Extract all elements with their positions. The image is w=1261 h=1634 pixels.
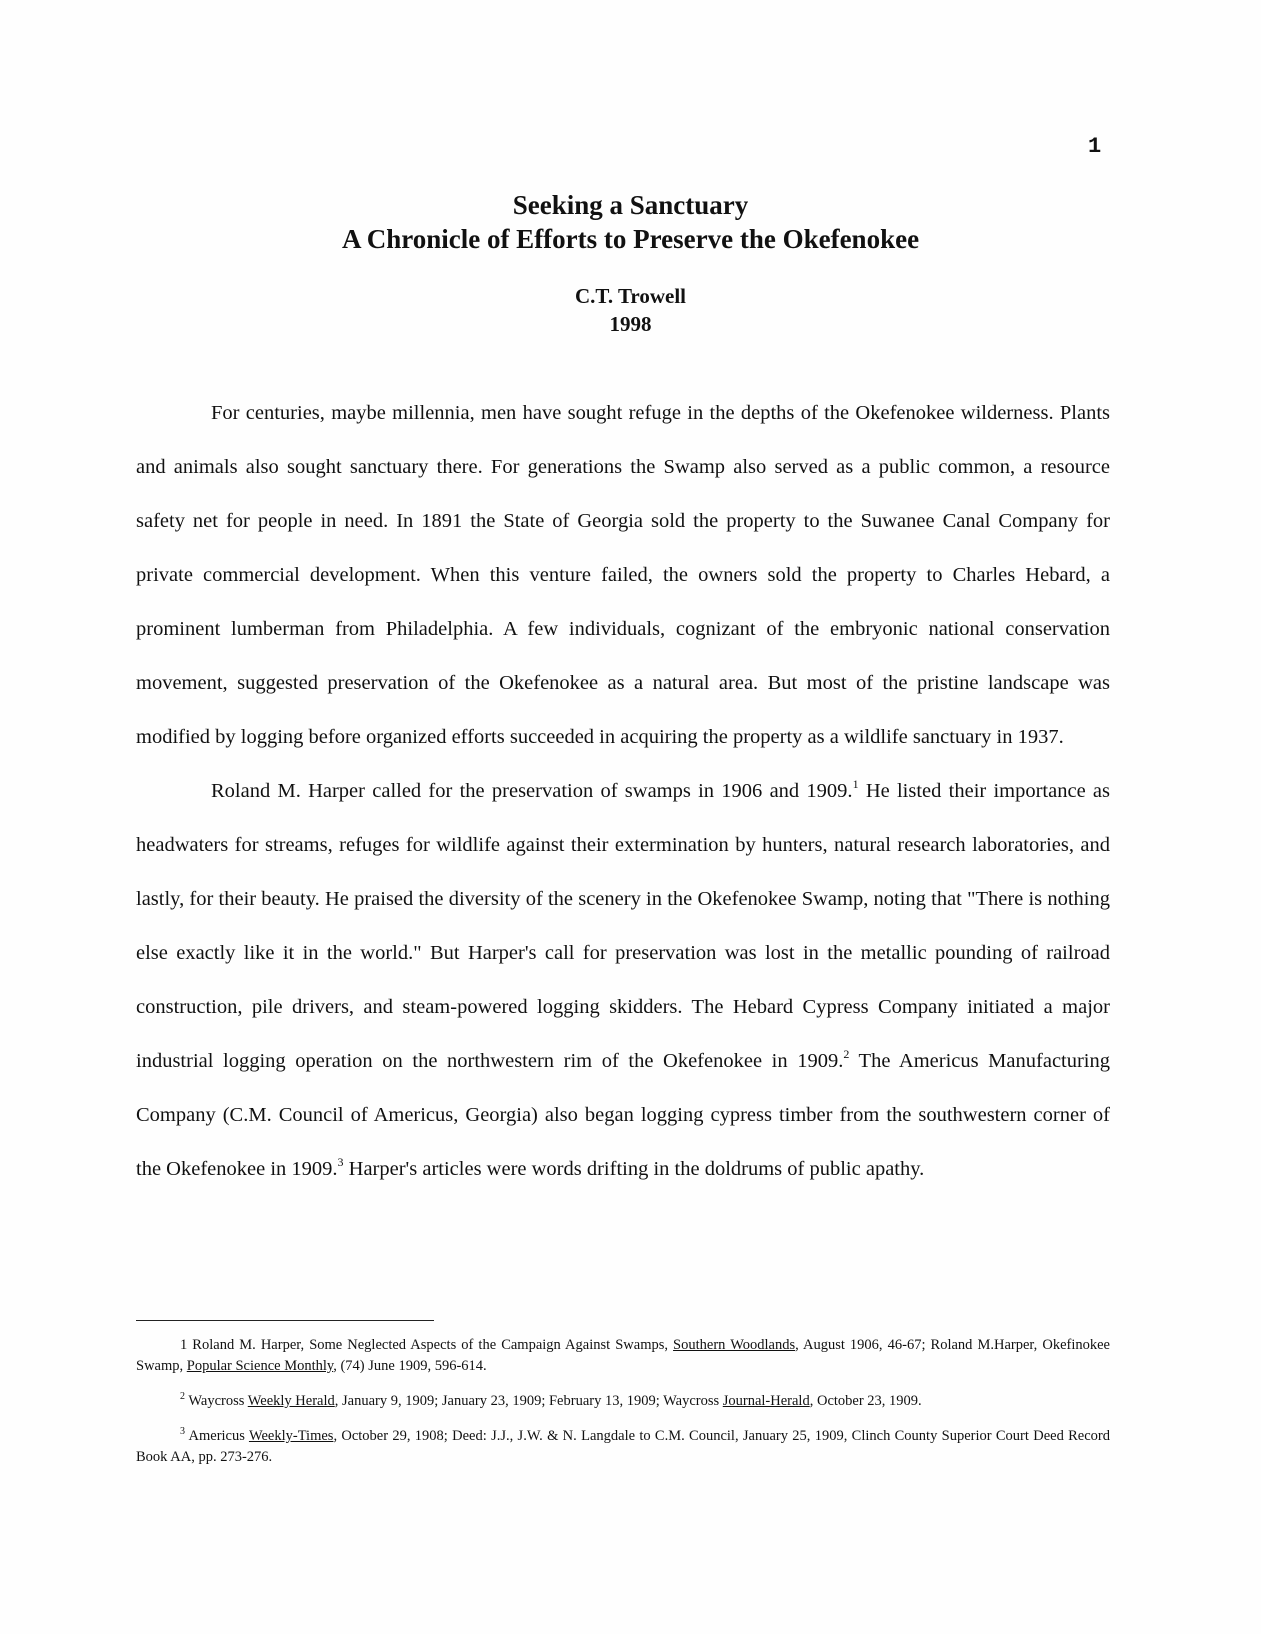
paragraph-1: For centuries, maybe millennia, men have sought refuge in the depths of the Okefenokee wilderness. Plants and animals also sought sanctuary there. For generations the Swamp also served as a public common, a resource safety net for people in need. In 1891 the State of Georgia sold the property to the Suwanee Canal Company for private commercial development. When this venture failed, the owners sold the property to Charles Hebard, a prominent lumberman from Philadelphia. A few individuals, cognizant of the embryonic national conservation movement, suggested preservation of the Okefenokee as a natural area. But most of the pristine landscape was modified by logging before organized efforts succeeded in acquiring the property as a wildlife sanctuary in 1937. [136, 402, 1110, 748]
footnote-1-text-a: Roland M. Harper, Some Neglected Aspects of the Campaign Against Swamps, [187, 1337, 674, 1353]
footnote-1 [136, 1335, 1110, 1377]
footnote-2-text-a: Waycross [185, 1393, 248, 1409]
footnote-ref-2: 2 [843, 1047, 850, 1061]
title-block [0, 188, 1261, 256]
footnote-1-source-southern-woodlands: Southern Woodlands [673, 1337, 796, 1353]
footnote-ref-1: 1 [852, 777, 859, 791]
footnote-3-text-b: , October 29, 1908; Deed: J.J., J.W. & N. Langdale to C.M. Council, January 25, 1909, Clinch County Superior Court Deed Record Book AA, pp. 273-276. [136, 1428, 1110, 1465]
footnote-2-marker: 2 [180, 1391, 185, 1402]
paragraph-2 [136, 764, 1110, 1196]
footnote-3-text-a: Americus [185, 1428, 249, 1444]
footnote-3-source-weekly-times: Weekly-Times [248, 1428, 334, 1444]
document-title: Seeking a Sanctuary [512, 190, 749, 220]
body-text [136, 386, 1110, 1196]
footnote-1-marker: 1 [180, 1337, 188, 1353]
footnote-3-marker: 3 [180, 1426, 185, 1437]
paragraph-2-text-b: He listed their importance as headwaters for streams, refuges for wildlife against their extermination by hunters, natural research laboratories, and lastly, for their beauty. He praised the diversity of the scenery in the Okefenokee Swamp, noting that "There is nothing else exactly like it in the world." But Harper's call for preservation was lost in the metallic pounding of railroad construction, pile drivers, and steam-powered logging skidders. The Hebard Cypress Company initiated a major industrial logging operation on the northwestern rim of the Okefenokee in 1909. [136, 780, 1111, 1072]
paragraph-2-text-d: Harper's articles were words drifting in the doldrums of public apathy. [343, 1158, 925, 1180]
footnote-ref-3: 3 [337, 1155, 344, 1169]
footnotes [136, 1335, 1110, 1482]
footnote-2 [136, 1391, 1110, 1412]
footnote-1-source-popular-science: Popular Science Monthly [186, 1358, 334, 1374]
footnote-2-source-journal-herald: Journal-Herald [722, 1393, 810, 1409]
publication-year: 1998 [609, 312, 652, 336]
paragraph-2-text-c: The Americus Manufacturing Company (C.M. Council of Americus, Georgia) also began logging cypress timber from the southwestern corner of the Okefenokee in 1909. [136, 1050, 1111, 1180]
paragraph-2-text-a: Roland M. Harper called for the preservation of swamps in 1906 and 1909. [211, 780, 853, 802]
document-subtitle: A Chronicle of Efforts to Preserve the Okefenokee [341, 224, 920, 254]
footnote-separator [136, 1320, 434, 1321]
author-block [0, 282, 1261, 338]
footnote-2-text-c: , October 23, 1909. [809, 1393, 922, 1409]
footnote-3 [136, 1426, 1110, 1468]
footnote-1-text-c: , (74) June 1909, 596-614. [333, 1358, 487, 1374]
author-name: C.T. Trowell [574, 284, 687, 308]
page-number: 1 [1088, 134, 1102, 159]
footnote-2-text-b: , January 9, 1909; January 23, 1909; February 13, 1909; Waycross [334, 1393, 723, 1409]
footnote-2-source-weekly-herald: Weekly Herald [247, 1393, 335, 1409]
footnote-1-text-b: , August 1906, 46-67; Roland M.Harper, Okefinokee Swamp, [136, 1337, 1110, 1374]
